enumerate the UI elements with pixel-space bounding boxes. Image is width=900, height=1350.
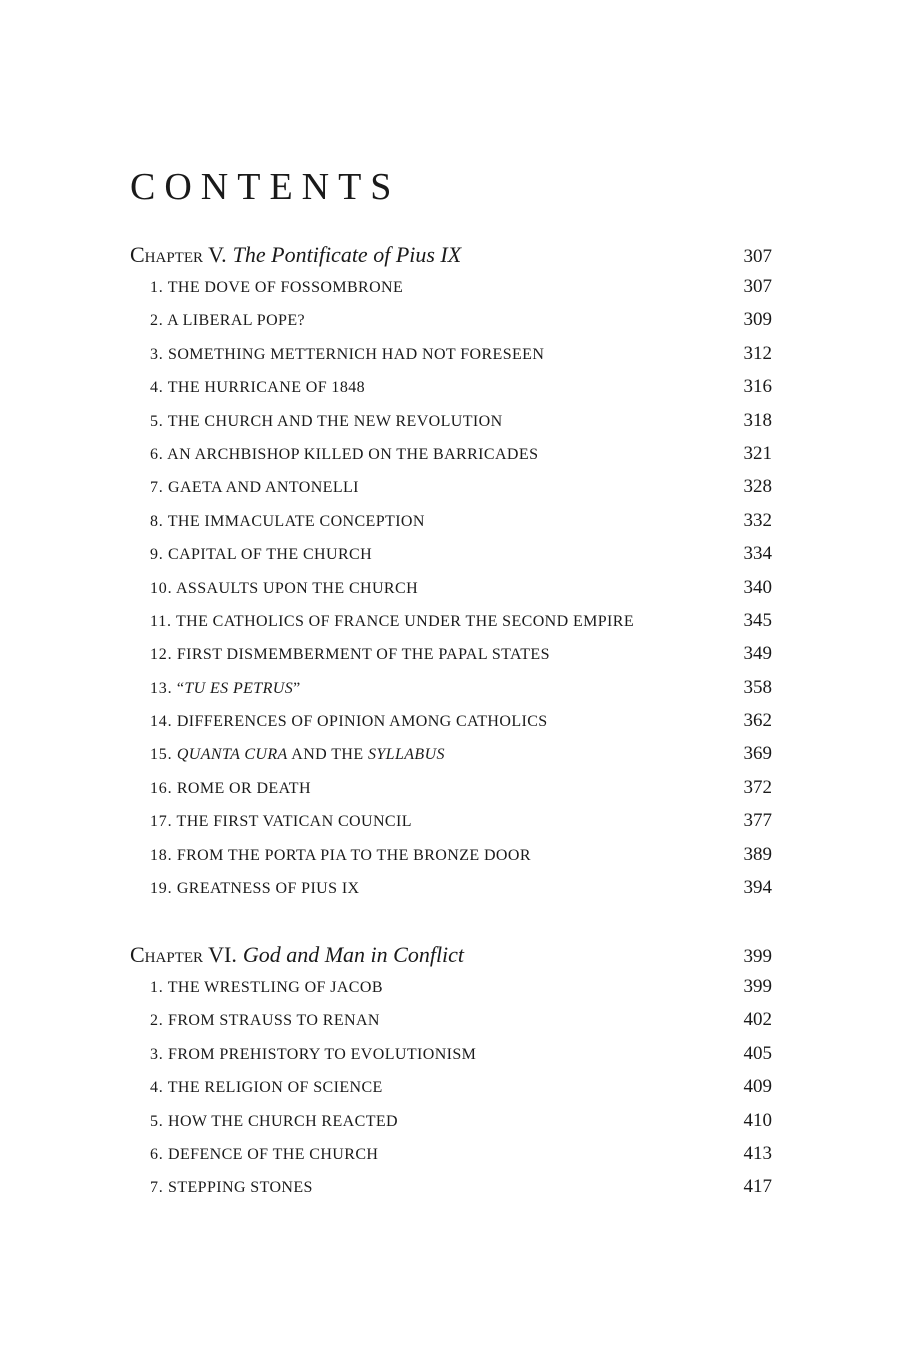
toc-entry-page-number: 377 bbox=[743, 810, 772, 832]
toc-entry-title bbox=[150, 1079, 383, 1097]
toc-entry-page-number: 362 bbox=[743, 710, 772, 732]
toc-entry[interactable] bbox=[130, 1143, 772, 1176]
toc-entry-page-number: 358 bbox=[743, 676, 772, 698]
toc-entry-page-number: 340 bbox=[743, 576, 772, 598]
toc-entry-number: 5. bbox=[150, 412, 164, 430]
toc-entry-text: FROM PREHISTORY TO EVOLUTIONISM bbox=[168, 1045, 477, 1063]
toc-entry-title bbox=[150, 1146, 378, 1164]
toc-entry-page-number: 334 bbox=[743, 543, 772, 565]
toc-entry-page-number: 402 bbox=[743, 1009, 772, 1031]
toc-entry-text: ASSAULTS UPON THE CHURCH bbox=[175, 579, 419, 597]
toc-entry[interactable] bbox=[130, 810, 772, 843]
toc-entry-number: 6. bbox=[150, 445, 164, 463]
toc-entry-number: 15. bbox=[150, 746, 173, 764]
chapter-vi bbox=[130, 942, 772, 1210]
toc-entry-number: 6. bbox=[150, 1145, 164, 1163]
toc-entry-text: “ bbox=[176, 679, 185, 697]
toc-entry-number: 11. bbox=[150, 612, 172, 630]
toc-entry-number: 9. bbox=[150, 546, 164, 564]
toc-entry-title bbox=[150, 746, 445, 764]
toc-entry-title bbox=[150, 613, 634, 631]
toc-entry-page-number: 349 bbox=[743, 643, 772, 665]
toc-entry-text: SOMETHING METTERNICH HAD NOT FORESEEN bbox=[168, 345, 545, 363]
toc-entry-text: THE IMMACULATE CONCEPTION bbox=[167, 512, 425, 530]
toc-entry-page-number: 307 bbox=[743, 276, 772, 297]
toc-entry-page-number: 417 bbox=[743, 1176, 772, 1198]
toc-entry-text: FROM THE PORTA PIA TO THE BRONZE DOOR bbox=[176, 846, 531, 864]
toc-entry-page-number: 328 bbox=[743, 476, 772, 498]
toc-entry-page-number: 345 bbox=[743, 609, 772, 631]
toc-entry-title bbox=[150, 680, 301, 698]
toc-entry[interactable] bbox=[130, 777, 772, 810]
toc-entry-text: AND THE bbox=[287, 746, 368, 764]
toc-entry[interactable] bbox=[130, 443, 772, 476]
toc-entry-text: THE RELIGION OF SCIENCE bbox=[167, 1079, 383, 1097]
section-list bbox=[130, 276, 772, 910]
toc-entry-text: THE DOVE OF FOSSOMBRONE bbox=[167, 279, 404, 296]
toc-entry[interactable] bbox=[130, 376, 772, 409]
toc-entry-number: 4. bbox=[150, 1079, 164, 1097]
toc-entry-page-number: 405 bbox=[743, 1042, 772, 1064]
toc-entry[interactable] bbox=[130, 577, 772, 610]
toc-entry-page-number: 410 bbox=[743, 1109, 772, 1131]
toc-entry-text: THE FIRST VATICAN COUNCIL bbox=[176, 813, 412, 831]
toc-entry-text: GREATNESS OF PIUS IX bbox=[176, 880, 360, 898]
toc-entry-page-number: 409 bbox=[743, 1076, 772, 1098]
toc-entry-page-number: 318 bbox=[743, 409, 772, 431]
section-list bbox=[130, 976, 772, 1210]
toc-entry-number: 19. bbox=[150, 880, 173, 898]
toc-entry-number: 5. bbox=[150, 1112, 164, 1130]
toc-entry-number: 3. bbox=[150, 1045, 164, 1063]
toc-entry-text: DEFENCE OF THE CHURCH bbox=[168, 1145, 379, 1163]
toc-entry[interactable] bbox=[130, 677, 772, 710]
toc-entry-text: ROME OR DEATH bbox=[176, 779, 311, 797]
toc-entry-title bbox=[150, 1179, 313, 1197]
toc-entry-title bbox=[150, 1113, 398, 1131]
toc-entry[interactable] bbox=[130, 1009, 772, 1042]
toc-entry[interactable] bbox=[130, 1043, 772, 1076]
toc-entry-text: A LIBERAL POPE? bbox=[167, 312, 305, 330]
toc-entry-title bbox=[150, 880, 360, 898]
toc-entry-title bbox=[150, 513, 425, 531]
toc-entry-number: 7. bbox=[150, 479, 164, 497]
toc-entry-title bbox=[150, 546, 372, 564]
chapter-heading-text bbox=[130, 942, 464, 968]
chapter-title: God and Man in Conflict bbox=[242, 942, 465, 967]
toc-entry-number: 18. bbox=[150, 846, 173, 864]
chapter-page-number: 399 bbox=[743, 946, 772, 967]
toc-entry-number: 4. bbox=[150, 379, 164, 397]
toc-entry[interactable] bbox=[130, 610, 772, 643]
toc-entry-italic-text: QUANTA CURA bbox=[176, 746, 288, 764]
chapter-heading[interactable] bbox=[130, 242, 772, 276]
toc-entry-page-number: 321 bbox=[743, 442, 772, 464]
toc-entry-number: 3. bbox=[150, 345, 164, 363]
toc-entry[interactable] bbox=[130, 410, 772, 443]
toc-entry-italic-text: SYLLABUS bbox=[367, 746, 445, 764]
toc-entry-text: GAETA AND ANTONELLI bbox=[168, 479, 359, 497]
toc-entry-number: 2. bbox=[150, 312, 164, 330]
toc-entry-page-number: 389 bbox=[743, 843, 772, 865]
toc-entry-text: ” bbox=[293, 679, 301, 697]
toc-entry-text: THE HURRICANE OF 1848 bbox=[167, 379, 366, 397]
toc-entry-text: DIFFERENCES OF OPINION AMONG CATHOLICS bbox=[176, 713, 548, 731]
toc-entry-page-number: 312 bbox=[743, 342, 772, 364]
toc-entry[interactable] bbox=[130, 543, 772, 576]
toc-entry-title bbox=[150, 646, 550, 664]
toc-entry-title bbox=[150, 446, 538, 464]
toc-entry-text: HOW THE CHURCH REACTED bbox=[168, 1112, 399, 1130]
toc-entry[interactable] bbox=[130, 510, 772, 543]
toc-entry-title bbox=[150, 1046, 476, 1064]
toc-entry-title bbox=[150, 847, 531, 865]
toc-entry[interactable] bbox=[130, 710, 772, 743]
toc-entry-page-number: 369 bbox=[743, 743, 772, 765]
toc-entry-text: THE CHURCH AND THE NEW REVOLUTION bbox=[167, 412, 503, 430]
toc-entry-text: THE CATHOLICS OF FRANCE UNDER THE SECOND EMPIRE bbox=[175, 612, 635, 630]
toc-entry[interactable] bbox=[130, 1076, 772, 1109]
toc-entry-title bbox=[150, 413, 503, 431]
toc-entry-number: 17. bbox=[150, 813, 173, 831]
toc-entry[interactable] bbox=[130, 976, 772, 1009]
toc-entry-number: 10. bbox=[150, 579, 173, 597]
toc-entry-number: 8. bbox=[150, 512, 164, 530]
toc-entry-text: THE WRESTLING OF JACOB bbox=[167, 979, 383, 996]
toc-entry-number: 12. bbox=[150, 646, 173, 664]
toc-entry-page-number: 413 bbox=[743, 1142, 772, 1164]
toc-entry-text: AN ARCHBISHOP KILLED ON THE BARRICADES bbox=[167, 445, 539, 463]
chapter-label: Chapter V. bbox=[130, 242, 227, 267]
toc-entry-title bbox=[150, 1012, 380, 1030]
page-title: CONTENTS bbox=[130, 166, 401, 208]
toc-entry[interactable] bbox=[130, 343, 772, 376]
chapter-page-number: 307 bbox=[743, 246, 772, 267]
toc-entry-page-number: 309 bbox=[743, 309, 772, 331]
toc-entry-title bbox=[150, 813, 412, 831]
toc-entry[interactable] bbox=[130, 877, 772, 910]
chapter-v bbox=[130, 242, 772, 910]
chapter-heading[interactable] bbox=[130, 942, 772, 976]
chapter-heading-text bbox=[130, 242, 461, 268]
toc-entry[interactable] bbox=[130, 643, 772, 676]
toc-entry[interactable] bbox=[130, 309, 772, 342]
toc-entry[interactable] bbox=[130, 276, 772, 309]
toc-entry-title bbox=[150, 979, 383, 997]
toc-entry-page-number: 394 bbox=[743, 877, 772, 899]
toc-entry-title bbox=[150, 379, 365, 397]
toc-entry-number: 14. bbox=[150, 713, 173, 731]
toc-entry-text: CAPITAL OF THE CHURCH bbox=[168, 546, 373, 564]
toc-entry[interactable] bbox=[130, 476, 772, 509]
toc-entry-title bbox=[150, 580, 418, 598]
toc-entry-title bbox=[150, 312, 305, 330]
toc-entry-title bbox=[150, 279, 403, 297]
toc-entry-title bbox=[150, 479, 359, 497]
toc-entry-page-number: 316 bbox=[743, 376, 772, 398]
toc-entry-title bbox=[150, 346, 544, 364]
toc-entry-text: FIRST DISMEMBERMENT OF THE PAPAL STATES bbox=[176, 646, 550, 664]
toc-entry-page-number: 399 bbox=[743, 976, 772, 997]
toc-entry[interactable] bbox=[130, 1176, 772, 1209]
toc-entry-italic-text: TU ES PETRUS bbox=[184, 679, 294, 697]
toc-entry-text: FROM STRAUSS TO RENAN bbox=[168, 1012, 380, 1030]
toc-entry[interactable] bbox=[130, 844, 772, 877]
toc-entry-title bbox=[150, 780, 311, 798]
toc-entry-number: 1. bbox=[150, 979, 164, 996]
toc-entry-page-number: 332 bbox=[743, 509, 772, 531]
toc-entry-number: 7. bbox=[150, 1179, 164, 1197]
toc-entry-number: 13. bbox=[150, 679, 173, 697]
toc-entry-text: STEPPING STONES bbox=[168, 1179, 313, 1197]
toc-entry-page-number: 372 bbox=[743, 776, 772, 798]
toc-entry-number: 16. bbox=[150, 779, 173, 797]
chapter-title: The Pontificate of Pius IX bbox=[232, 242, 462, 267]
toc-entry[interactable] bbox=[130, 1110, 772, 1143]
toc-entry-number: 1. bbox=[150, 279, 164, 296]
toc-entry-number: 2. bbox=[150, 1012, 164, 1030]
toc-entry-title bbox=[150, 713, 548, 731]
toc-entry[interactable] bbox=[130, 743, 772, 776]
chapter-label: Chapter VI. bbox=[130, 942, 237, 967]
